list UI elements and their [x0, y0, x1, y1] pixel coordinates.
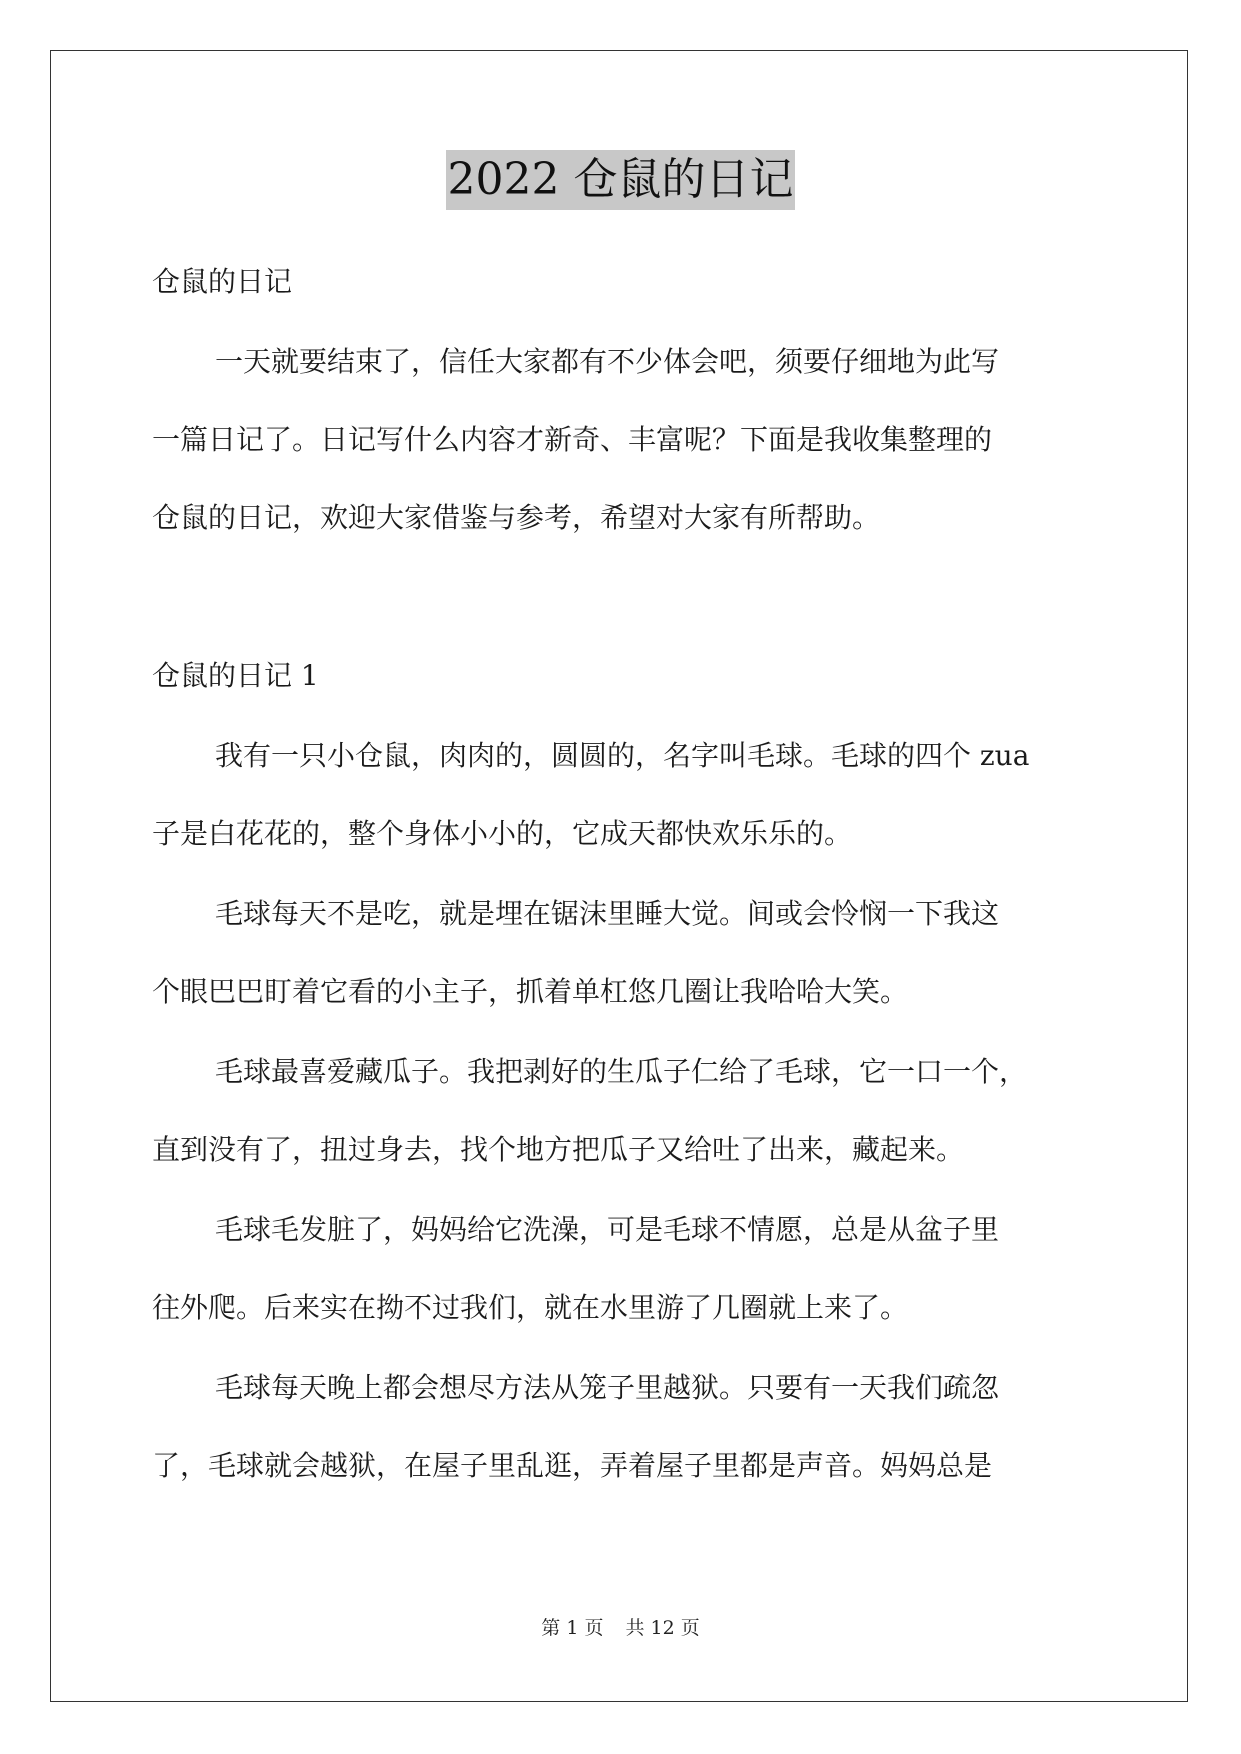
document-body	[152, 262, 1094, 1486]
paragraph-line: 毛球最喜爱藏瓜子。我把剥好的生瓜子仁给了毛球，它一口一个，	[215, 1055, 1028, 1088]
document-title-container	[0, 150, 1241, 210]
intro-heading: 仓鼠的日记	[152, 265, 293, 298]
paragraph-line: 我有一只小仓鼠，肉肉的，圆圆的，名字叫毛球。毛球的四个 zua	[215, 739, 1030, 772]
page-number: 第 1 页	[541, 1617, 604, 1639]
paragraph-line: 直到没有了，扭过身去，找个地方把瓜子又给吐了出来，藏起来。	[152, 1133, 965, 1166]
page-footer	[0, 1613, 1241, 1640]
paragraph-line: 毛球每天不是吃，就是埋在锯沫里睡大觉。间或会怜悯一下我这	[215, 897, 1000, 930]
section-heading: 仓鼠的日记 1	[152, 659, 319, 692]
paragraph-line: 毛球每天晚上都会想尽方法从笼子里越狱。只要有一天我们疏忽	[215, 1371, 1000, 1404]
paragraph-line: 个眼巴巴盯着它看的小主子，抓着单杠悠几圈让我哈哈大笑。	[152, 975, 909, 1008]
paragraph-line: 往外爬。后来实在拗不过我们，就在水里游了几圈就上来了。	[152, 1291, 909, 1324]
intro-line: 一篇日记了。日记写什么内容才新奇、丰富呢？下面是我收集整理的	[152, 423, 993, 456]
intro-line: 仓鼠的日记，欢迎大家借鉴与参考，希望对大家有所帮助。	[152, 501, 881, 534]
paragraph-line: 子是白花花的，整个身体小小的，它成天都快欢乐乐的。	[152, 817, 853, 850]
intro-line: 一天就要结束了，信任大家都有不少体会吧，须要仔细地为此写	[215, 345, 1000, 378]
paragraph-line: 了，毛球就会越狱，在屋子里乱逛，弄着屋子里都是声音。妈妈总是	[152, 1449, 993, 1482]
paragraph-line: 毛球毛发脏了，妈妈给它洗澡，可是毛球不情愿，总是从盆子里	[215, 1213, 1000, 1246]
total-pages: 共 12 页	[625, 1617, 700, 1639]
document-title: 2022 仓鼠的日记	[446, 150, 796, 210]
